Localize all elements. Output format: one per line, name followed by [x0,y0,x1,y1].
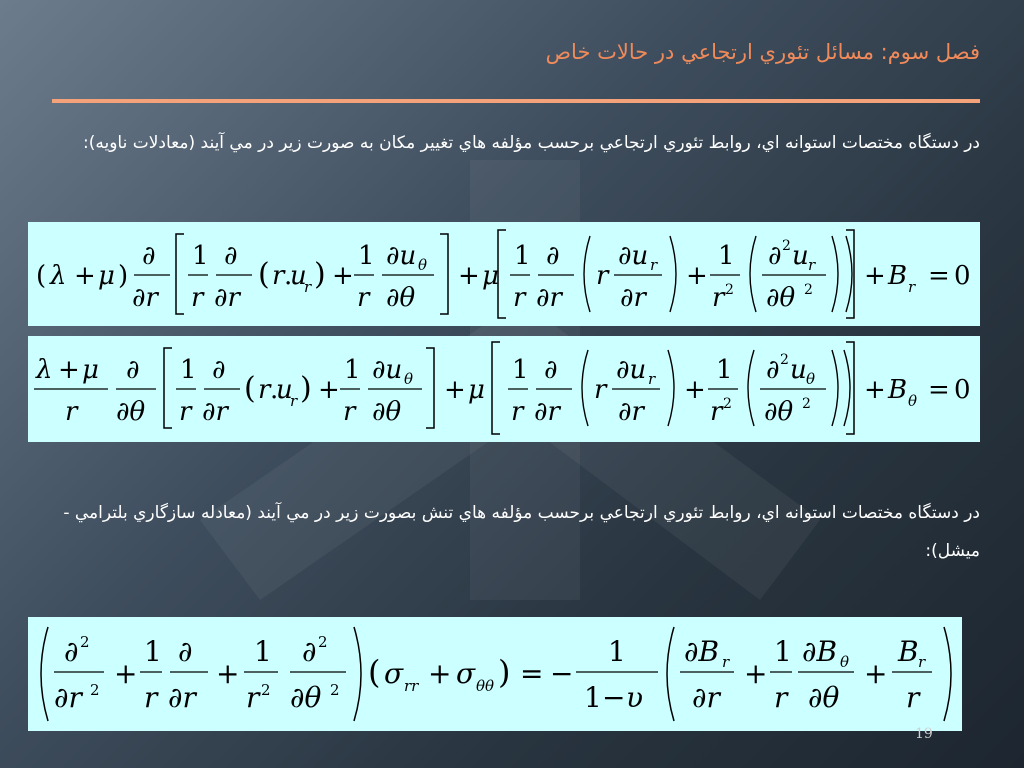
svg-text:+: + [686,261,708,291]
svg-text:u: u [790,355,807,385]
svg-text:∂u: ∂u [372,355,403,385]
svg-text:=: = [928,261,950,291]
svg-text:υ: υ [626,681,644,714]
svg-text:u: u [792,241,809,271]
svg-text:+: + [444,375,466,405]
svg-text:∂: ∂ [544,355,558,385]
svg-text:μ: μ [82,355,99,385]
svg-text:r: r [722,653,730,671]
svg-text:−: − [550,657,574,690]
svg-text:1: 1 [180,355,197,385]
svg-text:u: u [290,261,307,291]
paragraph-navier-intro: در دستگاه مختصات استوانه اي، روابط تئوري ارتجاعي برحسب مؤلفه هاي تغيير مكان به صورت زير در مي آيند (معادلات ناويه): [83,133,980,153]
svg-text:2: 2 [725,282,734,298]
svg-text:r: r [808,256,816,274]
svg-text:2: 2 [723,396,732,412]
svg-text:∂θ: ∂θ [372,397,402,427]
svg-text:∂: ∂ [178,635,193,668]
svg-text:∂r: ∂r [54,681,82,714]
svg-text:∂u: ∂u [616,355,647,385]
slide-title: فصل سوم: مسائل تئوري ارتجاعي در حالات خاص [545,40,980,64]
svg-text:r: r [774,681,788,714]
svg-text:λ: λ [36,355,53,385]
svg-text:): ) [118,261,129,291]
svg-text:∂: ∂ [768,241,782,271]
svg-text:1: 1 [192,241,209,271]
equation-navier-tangential [28,336,980,442]
svg-text:(: ( [36,261,47,291]
page-number: 19 [915,726,933,742]
svg-text:∂r: ∂r [534,397,560,427]
svg-text:r: r [246,681,260,714]
svg-text:1: 1 [718,241,735,271]
svg-text:λ: λ [50,261,67,291]
svg-text:∂: ∂ [64,635,79,668]
svg-text:+: + [684,375,706,405]
svg-text:r: r [710,397,723,427]
svg-text:r: r [65,397,78,427]
svg-text:θ: θ [806,370,816,388]
svg-text:θθ: θθ [476,677,495,695]
svg-text:r: r [343,397,356,427]
svg-text:2: 2 [782,238,791,254]
svg-text:∂r: ∂r [168,681,196,714]
svg-text:σ: σ [456,657,476,690]
svg-text:∂: ∂ [302,635,317,668]
svg-text:μ: μ [98,261,115,291]
svg-text:r: r [712,283,725,313]
svg-text:∂r: ∂r [202,397,228,427]
svg-text:r: r [648,370,656,388]
svg-text:∂r: ∂r [620,283,646,313]
svg-text:+: + [216,657,240,690]
svg-text:2: 2 [90,681,100,699]
svg-text:+: + [332,261,354,291]
svg-text:(: ( [258,257,270,292]
svg-text:2: 2 [318,633,328,651]
svg-text:r: r [179,397,192,427]
svg-text:1: 1 [344,355,361,385]
svg-text:r: r [191,283,204,313]
svg-text:∂u: ∂u [618,241,649,271]
svg-text:(: ( [368,653,381,691]
svg-text:∂: ∂ [212,355,226,385]
svg-text:1: 1 [584,681,602,714]
svg-text:+: + [74,261,96,291]
svg-text:∂u: ∂u [386,241,417,271]
svg-text:+: + [428,657,452,690]
svg-text:2: 2 [780,352,789,368]
svg-text:∂: ∂ [766,355,780,385]
svg-text:B: B [888,261,908,291]
svg-text:∂θ: ∂θ [290,681,322,714]
svg-text:.: . [270,375,279,405]
svg-text:σ: σ [384,657,404,690]
svg-text:r: r [357,283,370,313]
svg-text:r: r [906,681,920,714]
svg-text:=: = [520,657,544,690]
svg-text:θ: θ [908,392,918,410]
svg-text:.: . [284,261,293,291]
svg-text:+: + [458,261,480,291]
svg-text:1: 1 [514,241,531,271]
svg-text:∂r: ∂r [692,681,720,714]
title-divider [52,99,980,103]
svg-text:∂θ: ∂θ [116,397,146,427]
svg-text:B: B [888,375,908,405]
svg-text:1: 1 [254,635,272,668]
svg-text:r: r [304,278,312,296]
svg-text:∂B: ∂B [684,635,720,668]
svg-text:r: r [144,681,158,714]
svg-text:r: r [596,261,609,291]
svg-text:r: r [513,283,526,313]
svg-text:2: 2 [261,681,271,699]
svg-text:r: r [594,375,607,405]
svg-text:μ: μ [468,375,485,405]
svg-text:μ: μ [482,261,499,291]
svg-text:∂r: ∂r [618,397,644,427]
svg-text:2: 2 [330,681,340,699]
svg-text:rr: rr [404,677,419,695]
svg-text:∂r: ∂r [132,283,158,313]
svg-text:+: + [864,375,886,405]
svg-text:1: 1 [144,635,162,668]
svg-text:+: + [864,657,888,690]
svg-text:r: r [650,256,658,274]
svg-text:+: + [744,657,768,690]
svg-text:0: 0 [954,261,971,291]
svg-text:∂θ: ∂θ [764,397,794,427]
svg-text:(: ( [244,371,256,406]
svg-text:∂r: ∂r [214,283,240,313]
svg-text:1: 1 [608,635,626,668]
svg-text:r: r [272,261,285,291]
svg-text:): ) [498,653,511,691]
svg-text:r: r [258,375,271,405]
svg-text:r: r [511,397,524,427]
svg-text:2: 2 [80,633,90,651]
svg-text:θ: θ [418,256,428,274]
svg-text:0: 0 [954,375,971,405]
svg-text:∂θ: ∂θ [766,283,796,313]
svg-text:r: r [290,392,298,410]
svg-text:B: B [898,635,919,668]
svg-text:∂B: ∂B [802,635,838,668]
svg-text:1: 1 [716,355,733,385]
svg-text:∂: ∂ [126,355,140,385]
svg-text:1: 1 [358,241,375,271]
svg-text:2: 2 [804,282,813,298]
svg-text:∂r: ∂r [536,283,562,313]
svg-text:+: + [318,375,340,405]
svg-text:+: + [864,261,886,291]
svg-text:+: + [114,657,138,690]
svg-text:+: + [58,355,80,385]
svg-text:r: r [918,653,926,671]
svg-text:θ: θ [840,653,850,671]
svg-text:θ: θ [404,370,414,388]
svg-text:∂: ∂ [546,241,560,271]
paragraph-beltrami-intro: در دستگاه مختصات استوانه اي، روابط تئوري ارتجاعي برحسب مؤلفه هاي تنش بصورت زير در مي آيند (معادله سازگاري بلترامي - ميشل): [63,503,980,561]
svg-text:u: u [276,375,293,405]
svg-text:∂θ: ∂θ [386,283,416,313]
svg-text:∂: ∂ [224,241,238,271]
svg-text:=: = [928,375,950,405]
svg-text:): ) [300,371,312,406]
svg-text:∂θ: ∂θ [808,681,840,714]
svg-text:1: 1 [512,355,529,385]
svg-text:r: r [908,278,916,296]
equation-beltrami-michell [28,617,962,731]
svg-text:1: 1 [774,635,792,668]
svg-text:): ) [314,257,326,292]
svg-text:2: 2 [802,396,811,412]
svg-text:−: − [602,681,626,714]
equation-navier-radial [28,222,980,326]
svg-text:∂: ∂ [142,241,156,271]
